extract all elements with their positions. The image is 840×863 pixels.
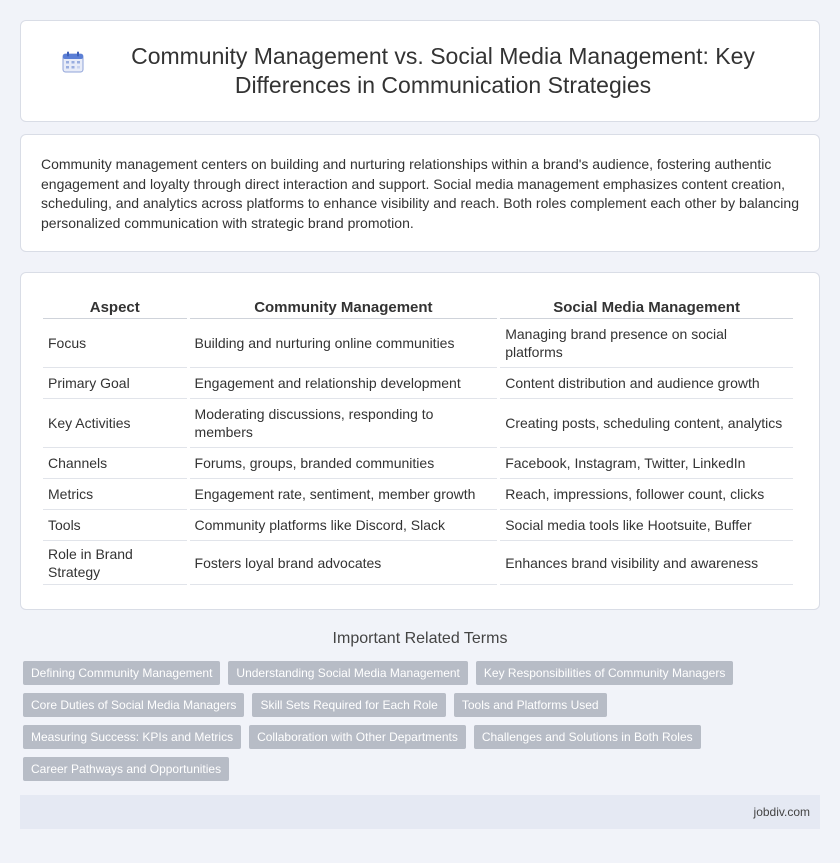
table-cell: Creating posts, scheduling content, analytics bbox=[500, 399, 793, 448]
comparison-table-card bbox=[20, 272, 820, 610]
intro-card bbox=[20, 134, 820, 252]
table-cell: Social media tools like Hootsuite, Buffer bbox=[500, 510, 793, 541]
table-cell: Focus bbox=[43, 319, 187, 368]
table-cell: Moderating discussions, responding to members bbox=[190, 399, 498, 448]
header-aspect: Aspect bbox=[43, 293, 187, 319]
table-cell: Facebook, Instagram, Twitter, LinkedIn bbox=[500, 448, 793, 479]
comparison-table bbox=[40, 293, 796, 585]
tag-tools-and-platforms[interactable]: Tools and Platforms Used bbox=[454, 693, 607, 717]
table-cell: Managing brand presence on social platforms bbox=[500, 319, 793, 368]
table-cell: Metrics bbox=[43, 479, 187, 510]
tag-skill-sets[interactable]: Skill Sets Required for Each Role bbox=[252, 693, 445, 717]
table-cell: Community platforms like Discord, Slack bbox=[190, 510, 498, 541]
tag-understanding-social-media-management[interactable]: Understanding Social Media Management bbox=[228, 661, 467, 685]
header-card bbox=[20, 20, 820, 122]
table-cell: Primary Goal bbox=[43, 368, 187, 399]
footer bbox=[20, 795, 820, 829]
table-row bbox=[43, 319, 793, 368]
page-title: Community Management vs. Social Media Management: Key Differences in Communication Strategies bbox=[131, 43, 755, 98]
tag-defining-community-management[interactable]: Defining Community Management bbox=[23, 661, 220, 685]
intro-text: Community management centers on building and nurturing relationships within a brand's audience, fostering authentic engagement and loyalty through direct interaction and support. Social media management emphasizes content creation, scheduling, and analytics across platforms to enhance visibility and reach. Both roles complement each other by balancing personalized communication with strategic brand promotion. bbox=[41, 156, 799, 231]
table-cell: Building and nurturing online communities bbox=[190, 319, 498, 368]
tag-career-pathways[interactable]: Career Pathways and Opportunities bbox=[23, 757, 229, 781]
table-row bbox=[43, 448, 793, 479]
table-row bbox=[43, 510, 793, 541]
calendar-icon bbox=[61, 50, 85, 74]
table-cell: Channels bbox=[43, 448, 187, 479]
table-header-row bbox=[43, 293, 793, 319]
table-cell: Engagement rate, sentiment, member growth bbox=[190, 479, 498, 510]
table-cell: Role in Brand Strategy bbox=[43, 541, 187, 585]
table-cell: Enhances brand visibility and awareness bbox=[500, 541, 793, 585]
table-row bbox=[43, 479, 793, 510]
tag-core-duties[interactable]: Core Duties of Social Media Managers bbox=[23, 693, 244, 717]
table-row bbox=[43, 399, 793, 448]
table-cell: Content distribution and audience growth bbox=[500, 368, 793, 399]
header-community-management: Community Management bbox=[190, 293, 498, 319]
table-cell: Tools bbox=[43, 510, 187, 541]
table-cell: Forums, groups, branded communities bbox=[190, 448, 498, 479]
related-terms-title: Important Related Terms bbox=[332, 630, 508, 647]
tag-key-responsibilities[interactable]: Key Responsibilities of Community Managers bbox=[476, 661, 733, 685]
table-cell: Key Activities bbox=[43, 399, 187, 448]
tag-challenges-and-solutions[interactable]: Challenges and Solutions in Both Roles bbox=[474, 725, 701, 749]
footer-site-link[interactable]: jobdiv.com bbox=[753, 805, 810, 819]
table-cell: Engagement and relationship development bbox=[190, 368, 498, 399]
tag-measuring-success[interactable]: Measuring Success: KPIs and Metrics bbox=[23, 725, 241, 749]
table-row bbox=[43, 541, 793, 585]
tag-collaboration[interactable]: Collaboration with Other Departments bbox=[249, 725, 466, 749]
related-terms-tags bbox=[20, 661, 820, 789]
header-social-media-management: Social Media Management bbox=[500, 293, 793, 319]
table-cell: Fosters loyal brand advocates bbox=[190, 541, 498, 585]
table-cell: Reach, impressions, follower count, clicks bbox=[500, 479, 793, 510]
table-row bbox=[43, 368, 793, 399]
related-terms-section bbox=[20, 630, 820, 789]
